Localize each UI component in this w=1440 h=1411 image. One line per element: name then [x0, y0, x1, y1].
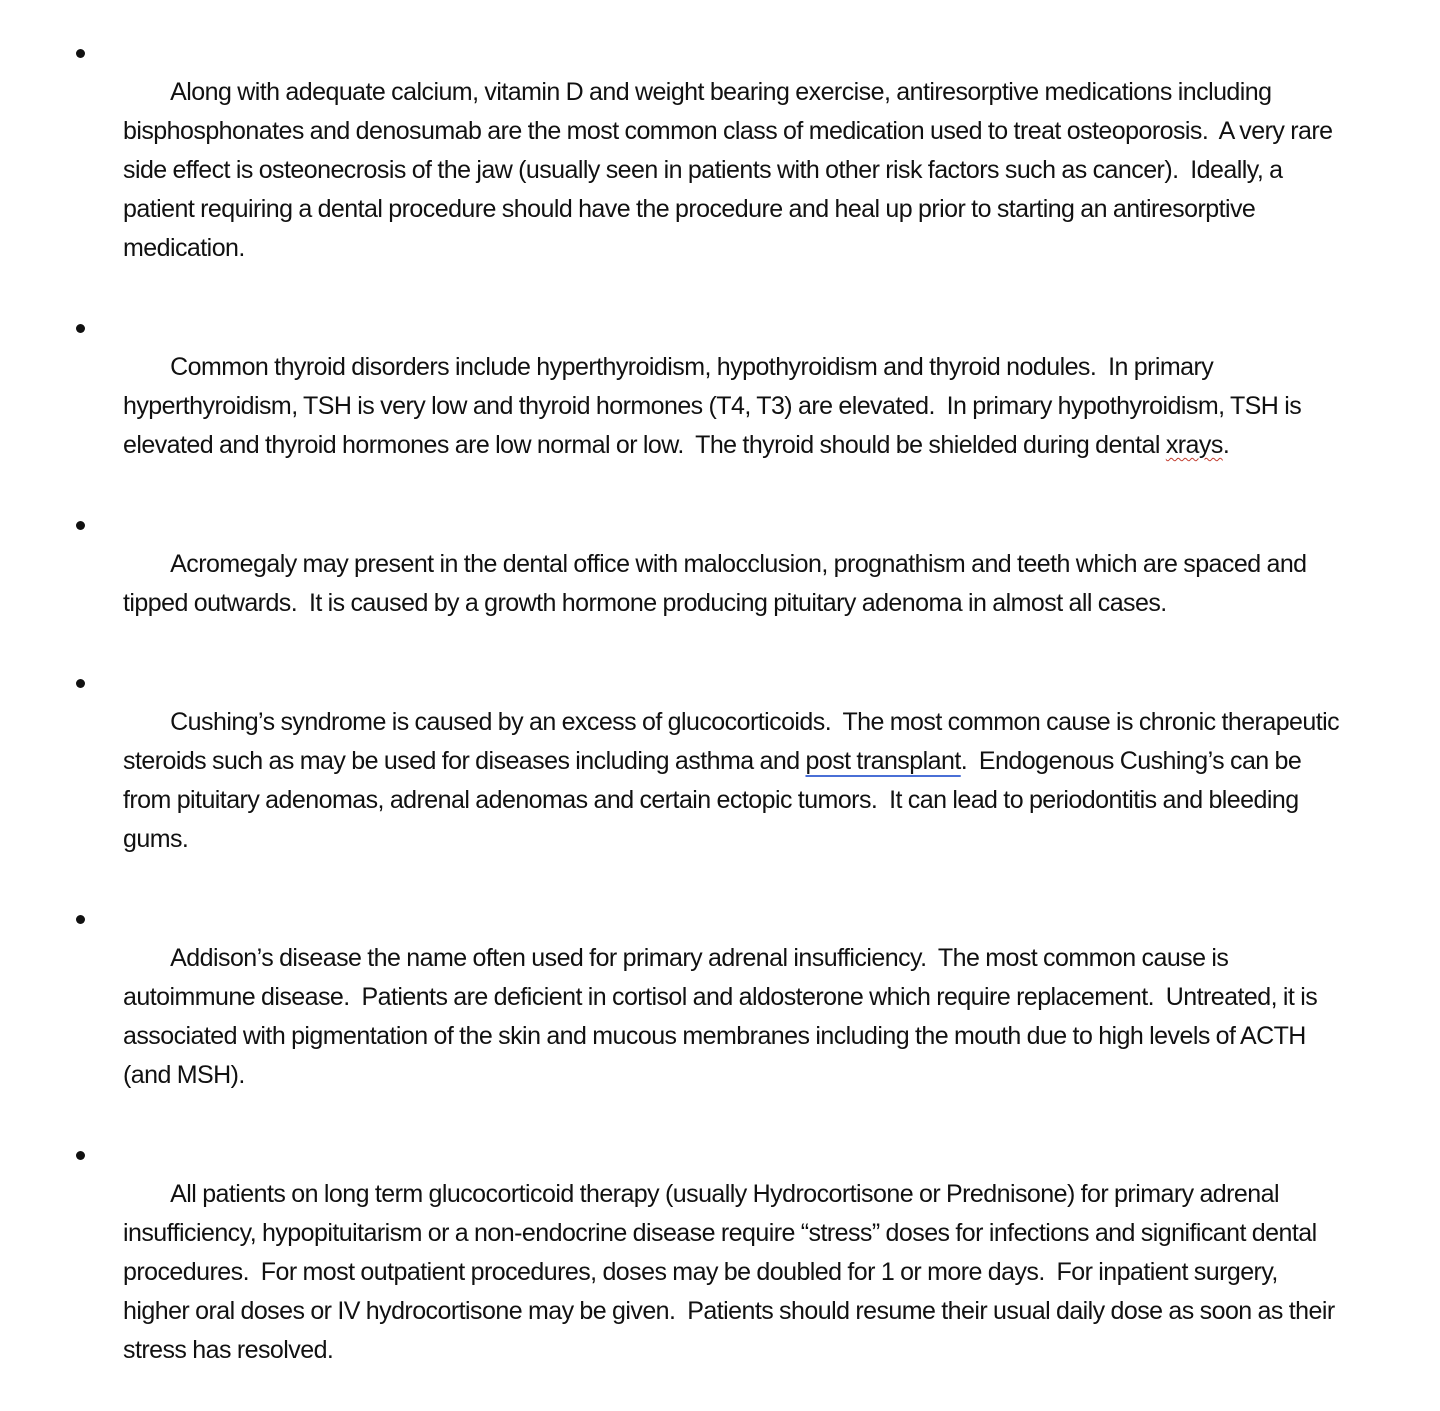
text-segment: Common thyroid disorders include hyperthyroidism, hypothyroidism and thyroid nodules. In primary hyperthyroidism, TSH is very low and thyroid hormones (T4, T3) are elevated. In primary hypothyroidism, TSH is elevated and thyroid hormones are low normal or low. The thyroid should be shielded during dental	[123, 353, 1308, 459]
bullet-text	[123, 309, 1340, 504]
text-segment: Addison’s disease the name often used for primary adrenal insufficiency. The most common cause is autoimmune disease. Patients are deficient in cortisol and aldosterone which require replacement. Untreated, it is associated with pigmentation of the skin and mucous membranes including the mouth due to high levels of ACTH (and MSH).	[123, 944, 1324, 1089]
bullet-dot-icon	[76, 324, 85, 333]
bullet-text	[123, 900, 1340, 1134]
text-segment: .	[1222, 431, 1230, 459]
bullet-dot-icon	[76, 1151, 85, 1160]
bullet-text	[123, 506, 1340, 662]
bullet-text	[123, 664, 1346, 898]
text-segment: Acromegaly may present in the dental office with malocclusion, prognathism and teeth which are spaced and tipped outwards. It is caused by a growth hormone producing pituitary adenoma in almost all cases.	[123, 550, 1313, 617]
bullet-item	[0, 1136, 1440, 1409]
bullet-dot-icon	[76, 521, 85, 530]
text-segment: All patients on long term glucocorticoid therapy (usually Hydrocortisone or Prednisone) for primary adrenal insufficiency, hypopituitarism or a non-endocrine disease require “stress” doses for infections and significant dental procedures. For most outpatient procedures, doses may be doubled for 1 or more days. For inpatient surgery, higher oral doses or IV hydrocortisone may be given. Patients should resume their usual daily dose as soon as their stress has resolved.	[123, 1180, 1341, 1364]
bullet-dot-icon	[76, 915, 85, 924]
text-segment: Along with adequate calcium, vitamin D and weight bearing exercise, antiresorptive medications including bisphosphonates and denosumab are the most common class of medication used to treat osteoporosis. A very rare side effect is osteonecrosis of the jaw (usually seen in patients with other risk factors such as cancer). Ideally, a patient requiring a dental procedure should have the procedure and heal up prior to starting an antiresorptive medication.	[123, 78, 1339, 262]
bullet-item	[0, 664, 1440, 898]
bullet-dot-icon	[76, 49, 85, 58]
bullet-item	[0, 900, 1440, 1134]
bullet-item	[0, 309, 1440, 504]
text-segment: . Endogenous Cushing’s can be from pituitary adenomas, adrenal adenomas and certain ectopic tumors. It can lead to periodontitis and bleeding gums.	[123, 747, 1308, 853]
bullet-dot-icon	[76, 679, 85, 688]
bullet-item	[0, 34, 1440, 307]
bullet-item	[0, 506, 1440, 662]
bullet-text	[123, 34, 1340, 307]
bullet-text	[123, 1136, 1340, 1409]
text-segment: Cushing’s syndrome is caused by an excess of glucocorticoids. The most common cause is chronic therapeutic steroids such as may be used for diseases including asthma and	[123, 708, 1346, 775]
grammar-suggestion-phrase[interactable]: post transplant	[805, 747, 961, 775]
bullet-list	[0, 34, 1440, 1411]
spelling-error-word[interactable]: xrays	[1165, 431, 1223, 459]
